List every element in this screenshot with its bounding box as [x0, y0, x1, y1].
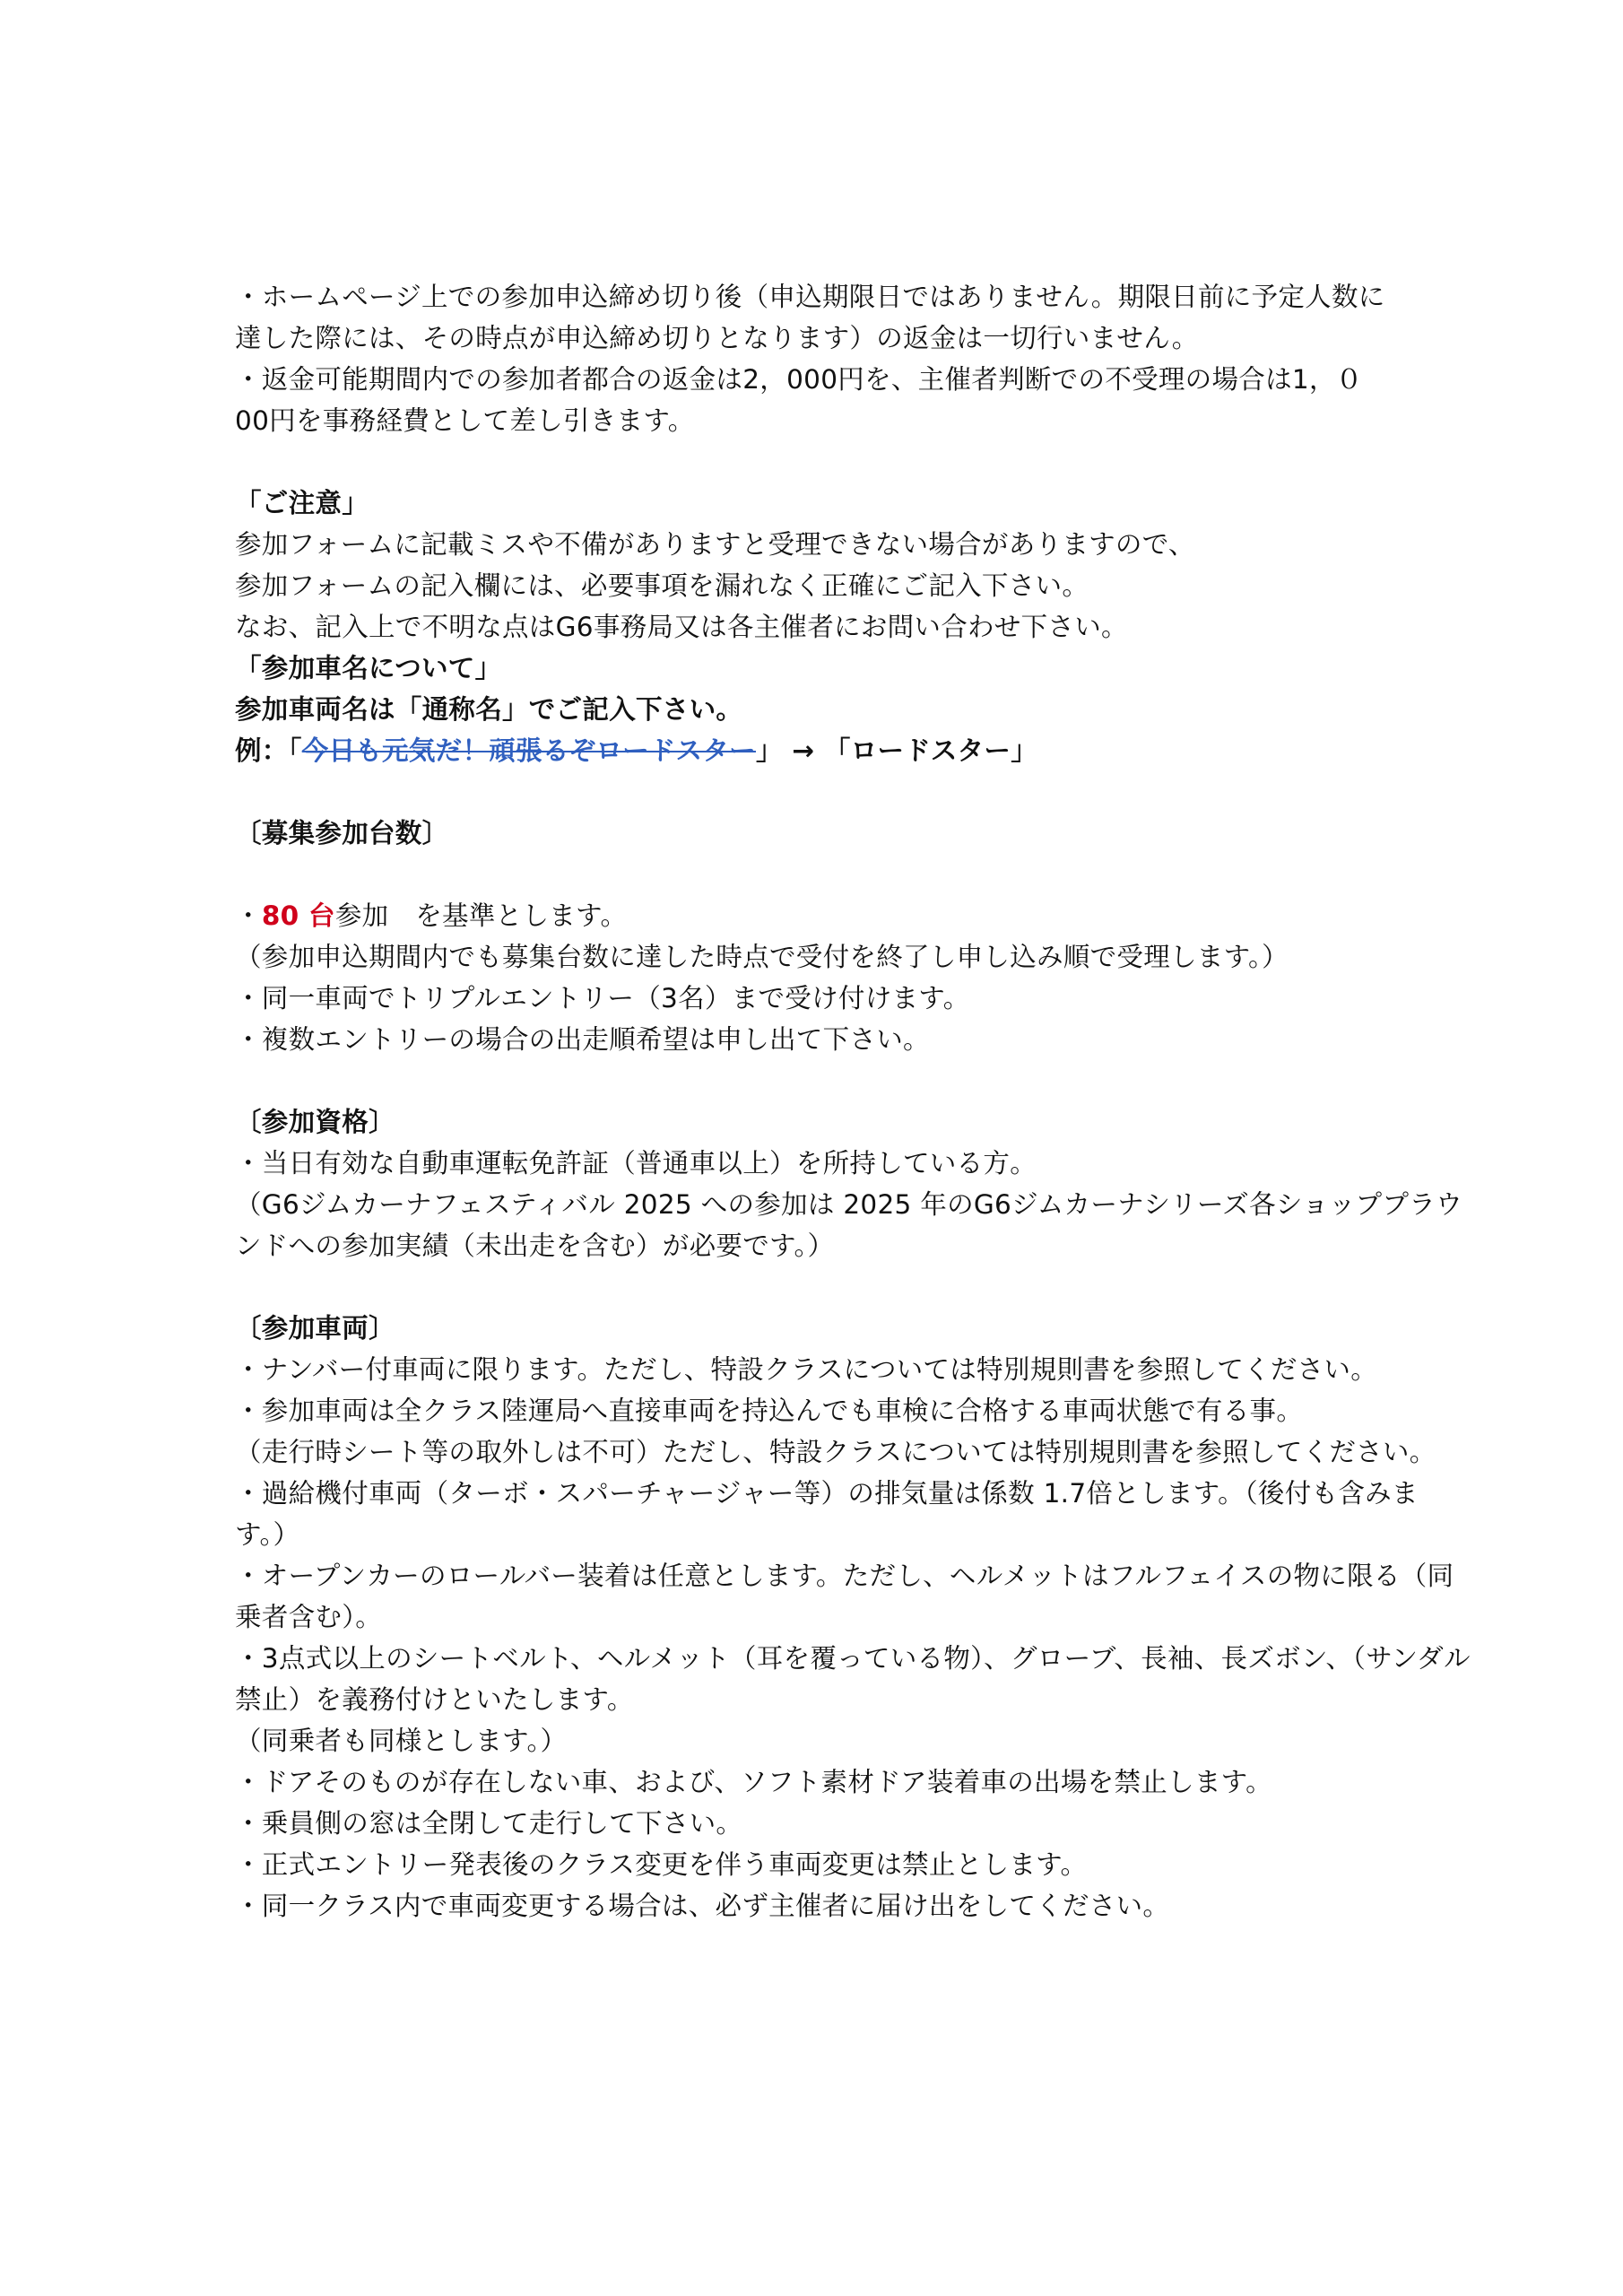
example-strikethrough-text: 今日も元気だ！頑張るぞロードスター	[301, 735, 756, 766]
vehicle-line-7: 乗者含む）。	[235, 1602, 383, 1632]
vehicle-line-5: す。）	[235, 1519, 300, 1550]
vehicle-line-14: ・同一クラス内で車両変更する場合は、必ず主催者に届け出をしてください。	[235, 1891, 1170, 1921]
recruit-count: 80 台	[261, 900, 335, 931]
vehicle-line-10: （同乗者も同様とします。）	[235, 1726, 568, 1756]
caution-line-1: 参加フォームに記載ミスや不備がありますと受理できない場合がありますので、	[235, 529, 1195, 560]
spacer	[235, 1266, 1402, 1308]
vehicle-line-13: ・正式エントリー発表後のクラス変更を伴う車両変更は禁止とします。	[235, 1849, 1088, 1880]
spacer	[235, 1060, 1402, 1101]
recruit-bullet: ・	[235, 900, 262, 931]
recruit-heading: 〔募集参加台数〕	[235, 818, 449, 848]
refund-line-2: 達した際には、その時点が申込締め切りとなります）の返金は一切行いません。	[235, 323, 1199, 353]
vehicle-line-2: ・参加車両は全クラス陸運局へ直接車両を持込んでも車検に合格する車両状態で有る事。	[235, 1396, 1304, 1426]
spacer	[235, 441, 1402, 483]
qualification-line-3: ンドへの参加実績（未出走を含む）が必要です。）	[235, 1231, 835, 1261]
vehicle-line-6: ・オープンカーのロールバー装着は任意とします。ただし、ヘルメットはフルフェイスの物に限る（同	[235, 1561, 1454, 1591]
caution-line-2: 参加フォームの記入欄には、必要事項を漏れなく正確にご記入下さい。	[235, 570, 1089, 601]
vehicle-line-12: ・乗員側の窓は全閉して走行して下さい。	[235, 1808, 743, 1839]
caution-line-3: なお、記入上で不明な点はG6事務局又は各主催者にお問い合わせ下さい。	[235, 612, 1128, 642]
vehicle-line-1: ・ナンバー付車両に限ります。ただし、特設クラスについては特別規則書を参照してください。	[235, 1354, 1378, 1385]
refund-line-4: 00円を事務経費として差し引きます。	[235, 405, 695, 436]
vehicle-line-11: ・ドアそのものが存在しない車、および、ソフト素材ドア装着車の出場を禁止します。	[235, 1767, 1272, 1797]
caution-section	[235, 483, 1402, 648]
caution-heading: 「ご注意」	[235, 488, 369, 518]
recruit-line-1-suffix: 参加 を基準とします。	[334, 900, 628, 931]
qualification-section	[235, 1101, 1462, 1266]
recruit-line-4: ・複数エントリーの場合の出走順希望は申し出て下さい。	[235, 1024, 930, 1055]
carname-section	[235, 648, 1402, 771]
vehicle-section	[235, 1308, 1471, 1926]
recruit-line-1	[235, 895, 1402, 936]
spacer	[235, 771, 1402, 813]
carname-line-1: 参加車両名は「通称名」でご記入下さい。	[235, 694, 743, 725]
qualification-line-2: （G6ジムカーナフェスティバル 2025 への参加は 2025 年のG6ジムカーナシリーズ各ショッププラウ	[235, 1189, 1462, 1220]
vehicle-line-4: ・過給機付車両（ターボ・スパーチャージャー等）の排気量は係数 1.7倍とします。（後付も含みま	[235, 1478, 1419, 1509]
refund-section	[235, 276, 1402, 441]
qualification-heading: 〔参加資格〕	[235, 1107, 395, 1137]
qualification-line-1: ・当日有効な自動車運転免許証（普通車以上）を所持している方。	[235, 1148, 1037, 1178]
vehicle-heading: 〔参加車両〕	[235, 1313, 395, 1344]
carname-example	[235, 730, 1402, 771]
recruit-section	[235, 813, 1402, 1060]
vehicle-line-9: 禁止）を義務付けといたします。	[235, 1684, 634, 1715]
spacer	[235, 854, 1402, 895]
carname-heading: 「参加車名について」	[235, 653, 502, 683]
recruit-line-3: ・同一車両でトリプルエントリー（3名）まで受け付けます。	[235, 983, 970, 1013]
recruit-line-2: （参加申込期間内でも募集台数に達した時点で受付を終了し申し込み順で受理します。）	[235, 942, 1289, 972]
example-suffix: 」 → 「ロードスター」	[755, 735, 1038, 766]
refund-line-1: ・ホームページ上での参加申込締め切り後（申込期限日ではありません。期限日前に予定人数に	[235, 282, 1385, 312]
example-prefix: 例：「	[235, 735, 302, 766]
refund-line-3: ・返金可能期間内での参加者都合の返金は2，000円を、主催者判断での不受理の場合は1，０	[235, 364, 1363, 395]
vehicle-line-3: （走行時シート等の取外しは不可）ただし、特設クラスについては特別規則書を参照してください。	[235, 1437, 1436, 1467]
vehicle-line-8: ・3点式以上のシートベルト、ヘルメット（耳を覆っている物）、グローブ、長袖、長ズボン、（サンダル	[235, 1643, 1471, 1674]
